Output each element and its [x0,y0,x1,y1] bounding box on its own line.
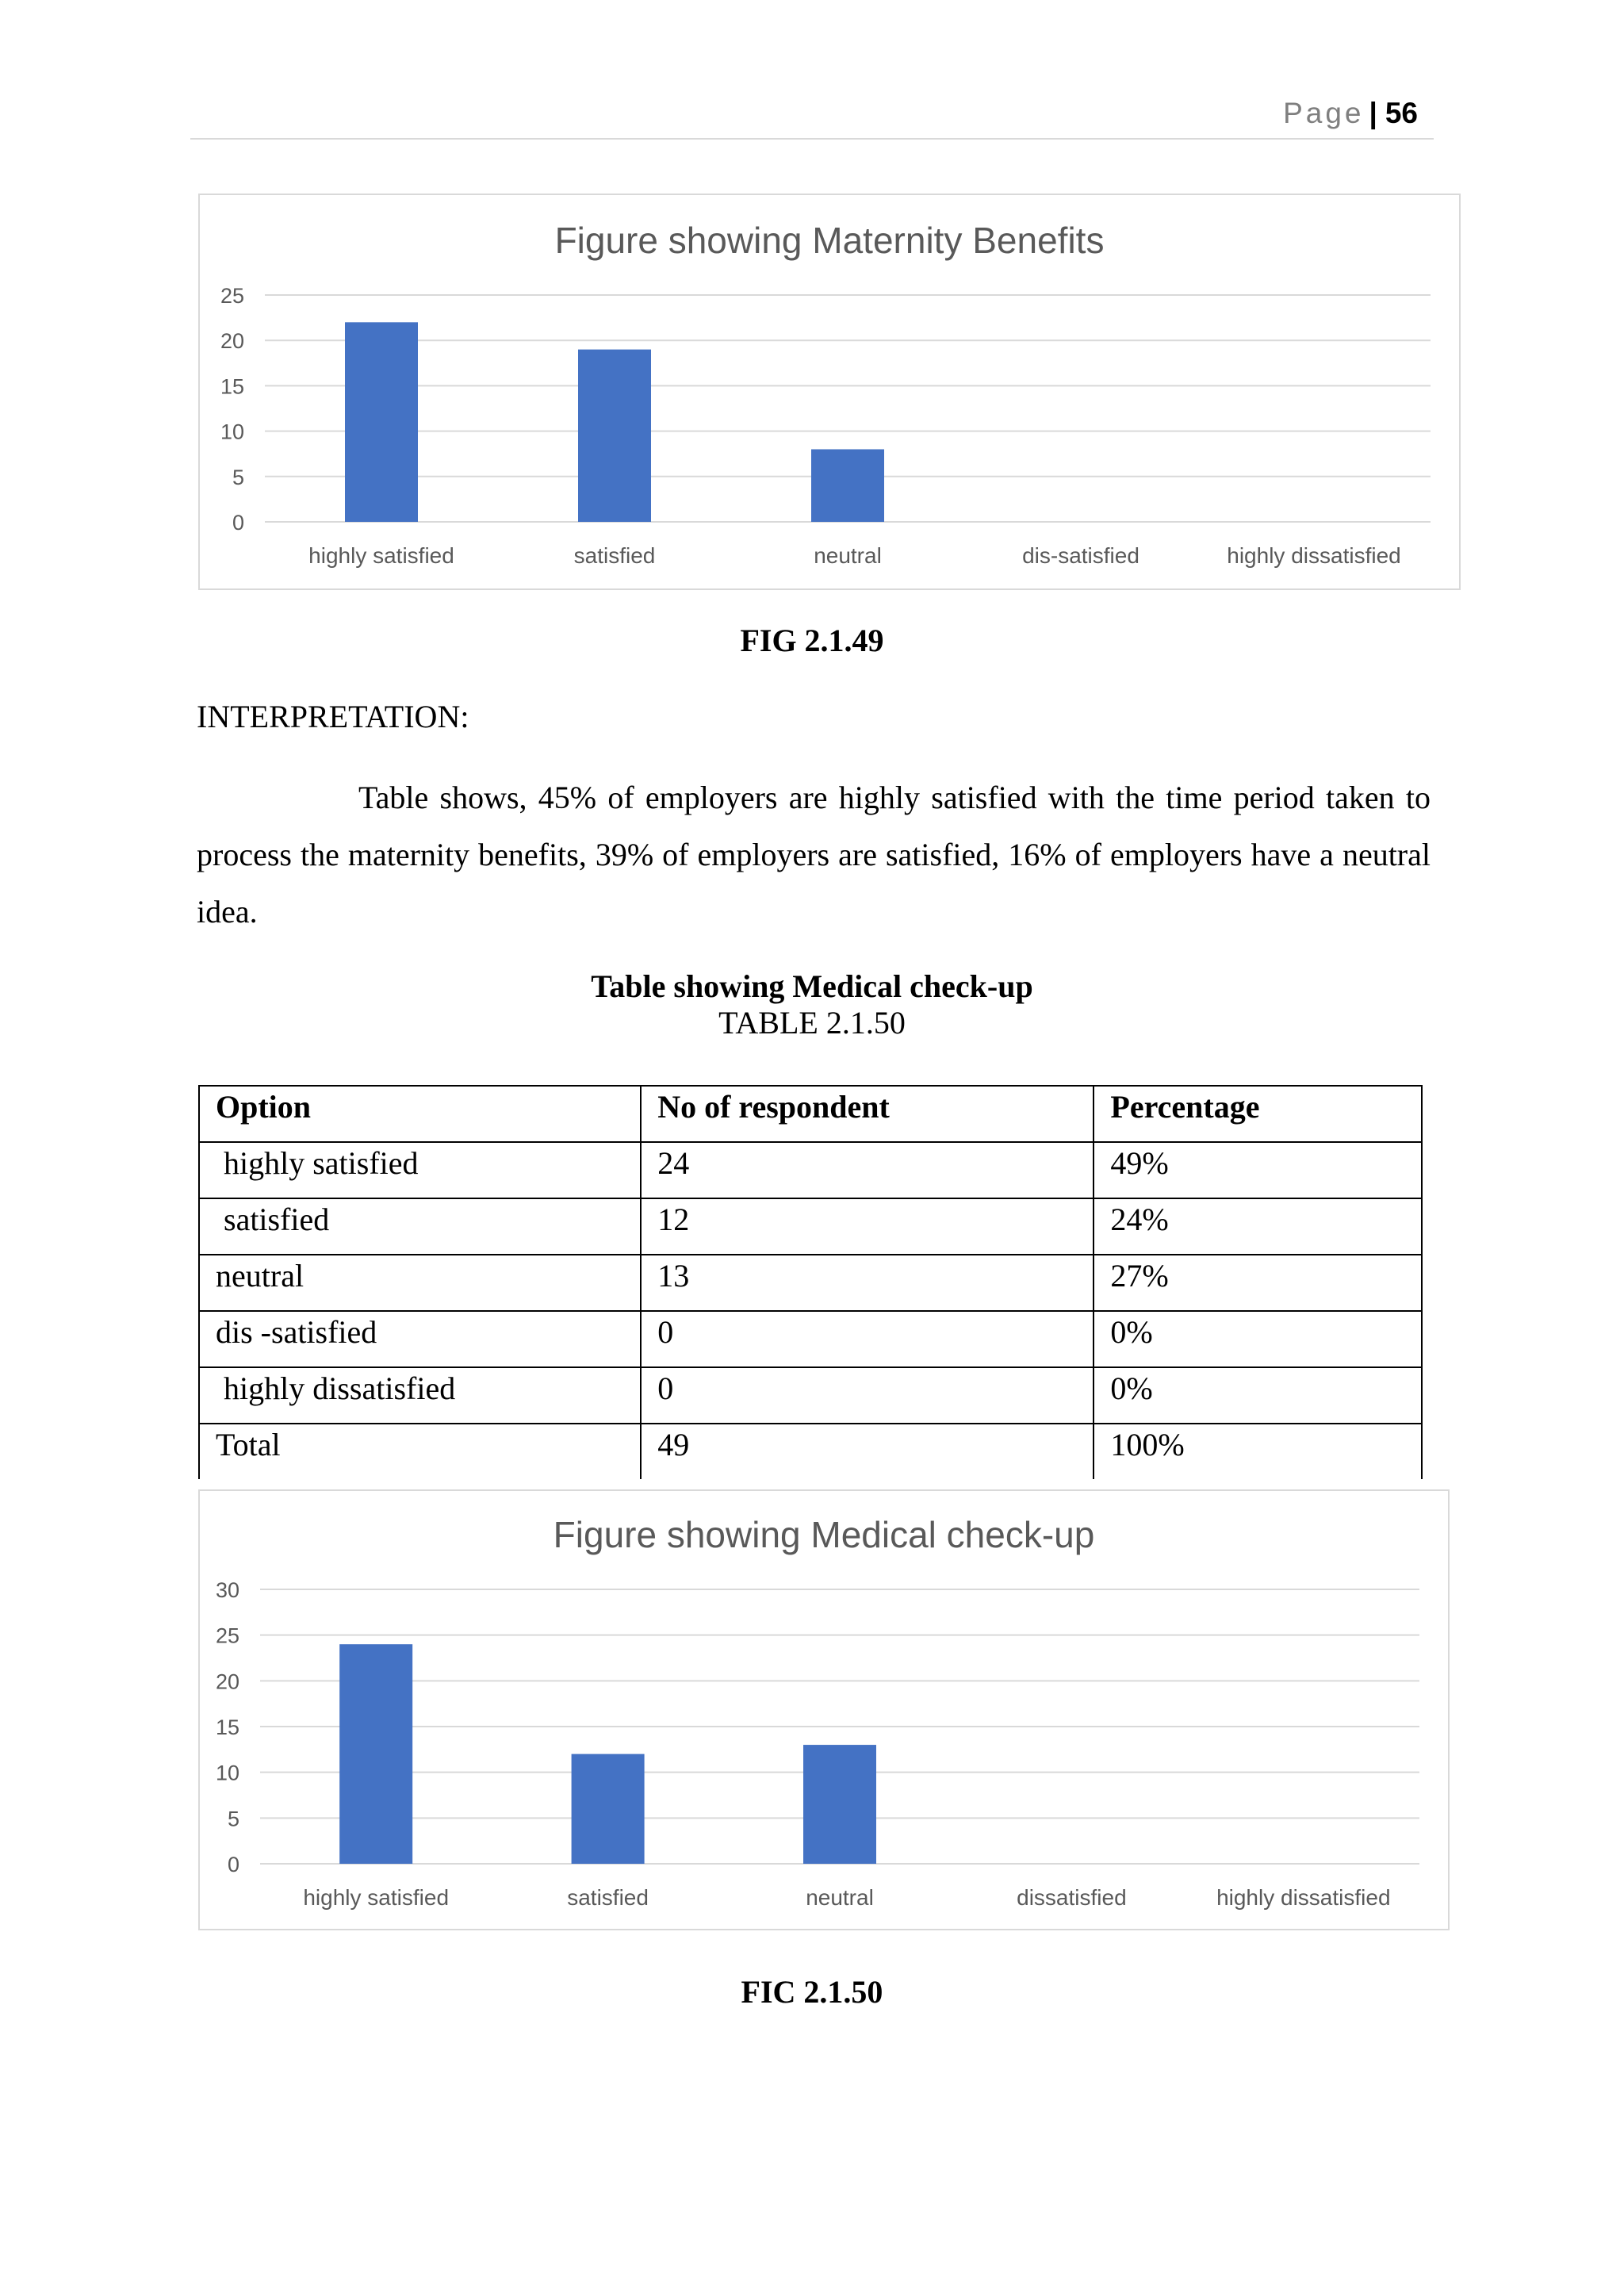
cell-option: Total [199,1424,641,1479]
table-row [199,1311,1422,1367]
table-title: Table showing Medical check-up [591,968,1033,1004]
table-number: TABLE 2.1.50 [718,1005,906,1041]
page-number [1283,97,1418,130]
page-separator: | [1369,97,1377,129]
cell-count: 24 [641,1142,1094,1198]
bar [811,449,884,522]
cell-percentage: 49% [1094,1142,1422,1198]
cell-count: 0 [641,1367,1094,1424]
y-tick-label: 5 [227,1807,239,1831]
header-respondents: No of respondent [641,1086,1094,1142]
y-tick-label: 5 [232,465,244,489]
cell-count: 49 [641,1424,1094,1479]
chart-title: Figure showing Maternity Benefits [554,220,1105,261]
x-tick-label: neutral [814,543,882,568]
table-row [199,1367,1422,1424]
x-tick-label: dissatisfied [1017,1885,1127,1910]
interpretation-heading: INTERPRETATION: [197,699,469,734]
x-tick-label: highly satisfied [308,543,454,568]
y-tick-label: 25 [215,1623,239,1648]
table-header-row [199,1086,1422,1142]
y-tick-label: 0 [227,1853,239,1876]
y-tick-label: 0 [232,511,244,535]
x-tick-label: neutral [806,1885,874,1910]
x-tick-label: highly dissatisfied [1227,543,1401,568]
cell-percentage: 0% [1094,1367,1422,1424]
y-tick-label: 10 [220,420,244,444]
x-tick-label: satisfied [567,1885,649,1910]
page-word: Page [1283,97,1365,129]
cell-percentage: 100% [1094,1424,1422,1479]
x-tick-label: dis-satisfied [1022,543,1139,568]
chart-plot-area [200,1491,1448,1929]
y-tick-label: 30 [215,1578,239,1602]
figure-caption-1: FIG 2.1.49 [740,623,884,658]
table-row [199,1198,1422,1255]
table-row [199,1255,1422,1311]
cell-percentage: 0% [1094,1311,1422,1367]
y-tick-label: 20 [215,1669,239,1694]
cell-option: highly satisfied [199,1142,641,1198]
cell-percentage: 27% [1094,1255,1422,1311]
x-tick-label: satisfied [573,543,656,568]
header-option: Option [199,1086,641,1142]
y-tick-label: 20 [220,329,244,354]
x-tick-label: highly satisfied [303,1885,450,1910]
chart-plot-area [200,195,1459,588]
bar [803,1745,876,1864]
table-row [199,1142,1422,1198]
bar [345,322,418,522]
bar [572,1754,645,1864]
cell-percentage: 24% [1094,1198,1422,1255]
y-tick-label: 15 [220,374,244,399]
cell-count: 0 [641,1311,1094,1367]
cell-count: 13 [641,1255,1094,1311]
cell-option: neutral [199,1255,641,1311]
chart-maternity-benefits [198,194,1461,590]
page-header [190,94,1434,140]
cell-option: highly dissatisfied [199,1367,641,1424]
y-tick-label: 15 [215,1715,239,1739]
cell-count: 12 [641,1198,1094,1255]
table-row-total [199,1424,1422,1479]
bar [578,350,651,522]
figure-caption-2: FIC 2.1.50 [741,1974,883,2010]
y-tick-label: 25 [220,284,244,308]
y-tick-label: 10 [215,1761,239,1785]
header-percentage: Percentage [1094,1086,1422,1142]
chart-medical-checkup [198,1489,1450,1930]
cell-option: satisfied [199,1198,641,1255]
chart-title: Figure showing Medical check-up [553,1514,1095,1555]
x-tick-label: highly dissatisfied [1216,1885,1391,1910]
interpretation-paragraph: Table shows, 45% of employers are highly satisfied with the time period taken to process the maternity benefits, 39% of employers are satisfied, 16% of employers have a neutral idea. [197,780,1431,930]
cell-option: dis -satisfied [199,1311,641,1367]
medical-checkup-table [198,1085,1423,1479]
page-number-value: 56 [1385,97,1418,129]
bar [339,1644,412,1864]
